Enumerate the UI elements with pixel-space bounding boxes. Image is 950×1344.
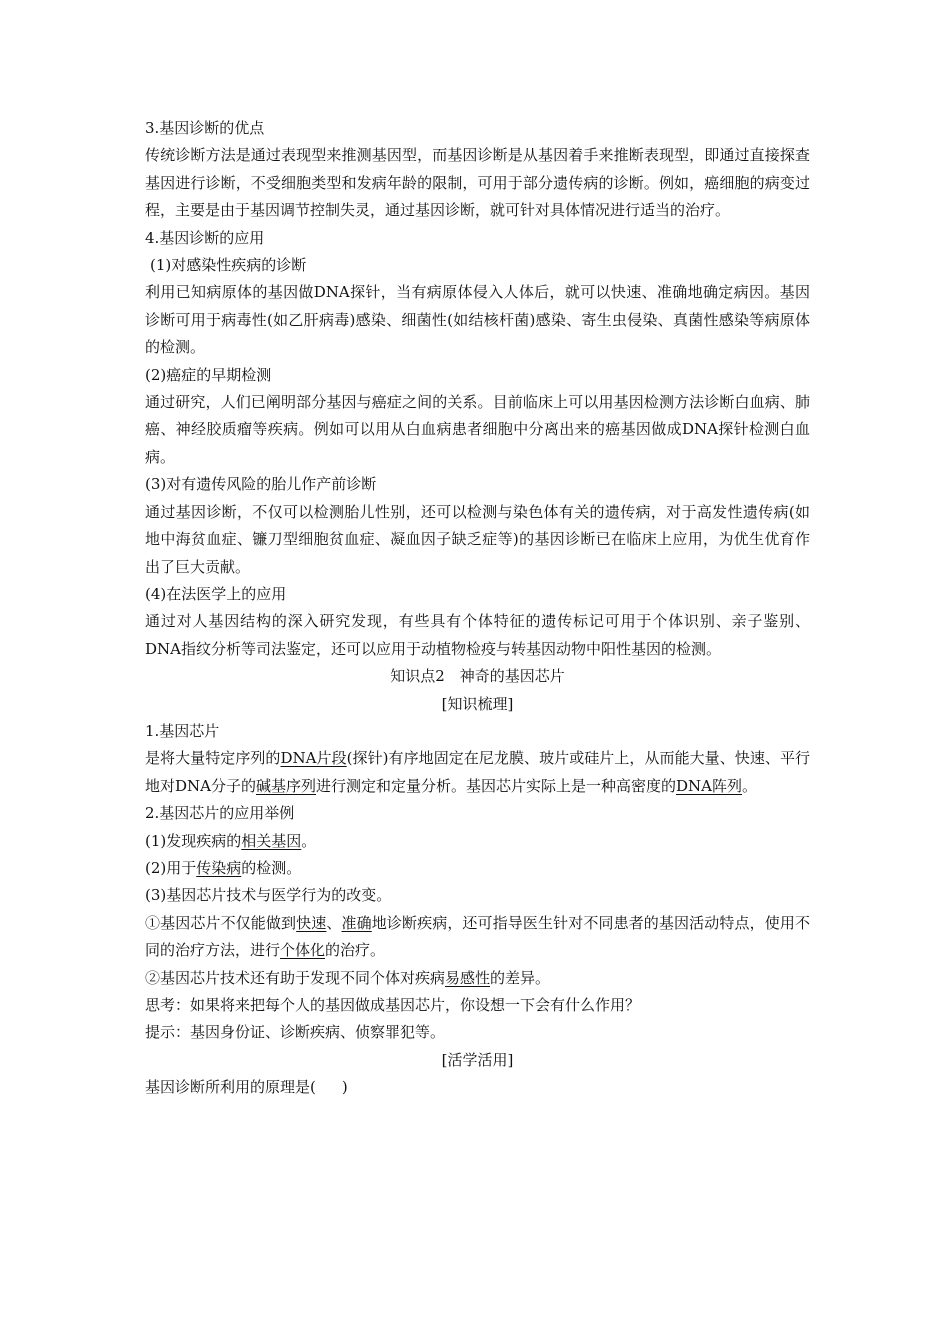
chip-text-4: 。 <box>742 776 758 795</box>
app-circle-1-blank-fast: 快速 <box>296 913 327 932</box>
chip-blank-dna-fragment: DNA片段 <box>280 749 347 768</box>
chip-text-2: (探针)有序地固定在尼龙膜、玻片或硅片上，从而能大量、快速、平行地对DNA分子的 <box>145 749 810 795</box>
app-circle-2-blank: 易感性 <box>445 968 491 987</box>
app-circle-1-blank-accurate: 准确 <box>341 913 372 932</box>
app-item-2-text: (2)用于 <box>145 858 197 877</box>
section-4-item-3-body: 通过基因诊断，不仅可以检测胎儿性别，还可以检测与染色体有关的遗传病，对于高发性遗传病(如地中海贫血症、镰刀型细胞贫血症、凝血因子缺乏症等)的基因诊断已在临床上应用，为优生优育作出了巨大贡献。 <box>145 502 810 576</box>
section-4-item-1-body: 利用已知病原体的基因做DNA探针，当有病原体侵入人体后，就可以快速、准确地确定病因。基因诊断可用于病毒性(如乙肝病毒)感染、细菌性(如结核杆菌)感染、寄生虫侵染、真菌性感染等病原体的检测。 <box>145 283 810 357</box>
chip-heading: 1.基因芯片 <box>145 721 220 740</box>
chip-blank-base-sequence: 碱基序列 <box>256 776 317 795</box>
chip-body <box>145 745 810 800</box>
practice-question <box>145 1074 810 1101</box>
think-hint: 提示：基因身份证、诊断疾病、侦察罪犯等。 <box>145 1023 446 1042</box>
think-question: 思考：如果将来把每个人的基因做成基因芯片，你设想一下会有什么作用？ <box>145 996 641 1014</box>
section-4-heading: 4.基因诊断的应用 <box>145 228 265 247</box>
app-item-1-blank: 相关基因 <box>241 831 302 850</box>
section-3-heading: 3.基因诊断的优点 <box>145 119 265 137</box>
chip-blank-dna-array: DNA阵列 <box>676 776 743 795</box>
document-page <box>145 115 810 1102</box>
app-item-1-end: 。 <box>301 831 317 850</box>
practice-question-end: ) <box>341 1078 348 1097</box>
practice-question-text: 基因诊断所利用的原理是( <box>145 1078 316 1097</box>
section-4-item-4-title: (4)在法医学上的应用 <box>145 584 287 603</box>
chip-text-1: 是将大量特定序列的 <box>145 749 281 768</box>
section-4-item-2-title: (2)癌症的早期检测 <box>145 365 272 384</box>
app-item-2-end: 的检测。 <box>241 858 302 877</box>
section-4-item-2-body: 通过研究，人们已阐明部分基因与癌症之间的关系。目前临床上可以用基因检测方法诊断白血病、肺癌、神经胶质瘤等疾病。例如可以用从白血病患者细胞中分离出来的癌基因做成DNA探针检测白血病。 <box>145 393 810 466</box>
app-item-2 <box>145 855 810 882</box>
app-circle-1-text: ①基因芯片不仅能做到 <box>145 913 297 932</box>
chip-text-3: 进行测定和定量分析。基因芯片实际上是一种高密度的 <box>316 776 677 795</box>
app-circle-1-text-2: 地诊断疾病，还可指导医生针对不同患者的基因活动特点，使用不同的治疗方法，进行 <box>145 913 810 960</box>
app-circle-1-end: 的治疗。 <box>325 941 386 960</box>
section-3-body: 传统诊断方法是通过表现型来推测基因型，而基因诊断是从基因着手来推断表现型，即通过直接探查基因进行诊断，不受细胞类型和发病年龄的限制，可用于部分遗传病的诊断。例如，癌细胞的病变过程，主要是由于基因调节控制失灵，通过基因诊断，就可针对具体情况进行适当的治疗。 <box>145 146 810 220</box>
practice-title: [活学活用] <box>441 1050 514 1069</box>
knowledge-point-2-subtitle: [知识梳理] <box>441 694 514 713</box>
app-circle-2-end: 的差异。 <box>490 968 551 987</box>
section-4-item-4-body: 通过对人基因结构的深入研究发现，有些具有个体特征的遗传标记可用于个体识别、亲子鉴别、DNA指纹分析等司法鉴定，还可以应用于动植物检疫与转基因动物中阳性基因的检测。 <box>145 612 810 658</box>
app-circle-2-text: ②基因芯片技术还有助于发现不同个体对疾病 <box>145 968 446 987</box>
section-4-item-1-title: (1)对感染性疾病的诊断 <box>150 256 307 275</box>
app-heading: 2.基因芯片的应用举例 <box>145 804 295 823</box>
app-item-1-text: (1)发现疾病的 <box>145 831 242 850</box>
app-item-2-blank: 传染病 <box>196 858 242 877</box>
section-4-item-3-title: (3)对有遗传风险的胎儿作产前诊断 <box>145 475 377 494</box>
app-circle-2 <box>145 965 810 992</box>
app-circle-1 <box>145 910 810 965</box>
app-item-3: (3)基因芯片技术与医学行为的改变。 <box>145 886 392 905</box>
app-circle-1-sep: 、 <box>326 913 342 932</box>
knowledge-point-2-title: 知识点2 神奇的基因芯片 <box>390 667 565 686</box>
app-circle-1-blank-individual: 个体化 <box>280 941 326 960</box>
app-item-1 <box>145 828 810 855</box>
